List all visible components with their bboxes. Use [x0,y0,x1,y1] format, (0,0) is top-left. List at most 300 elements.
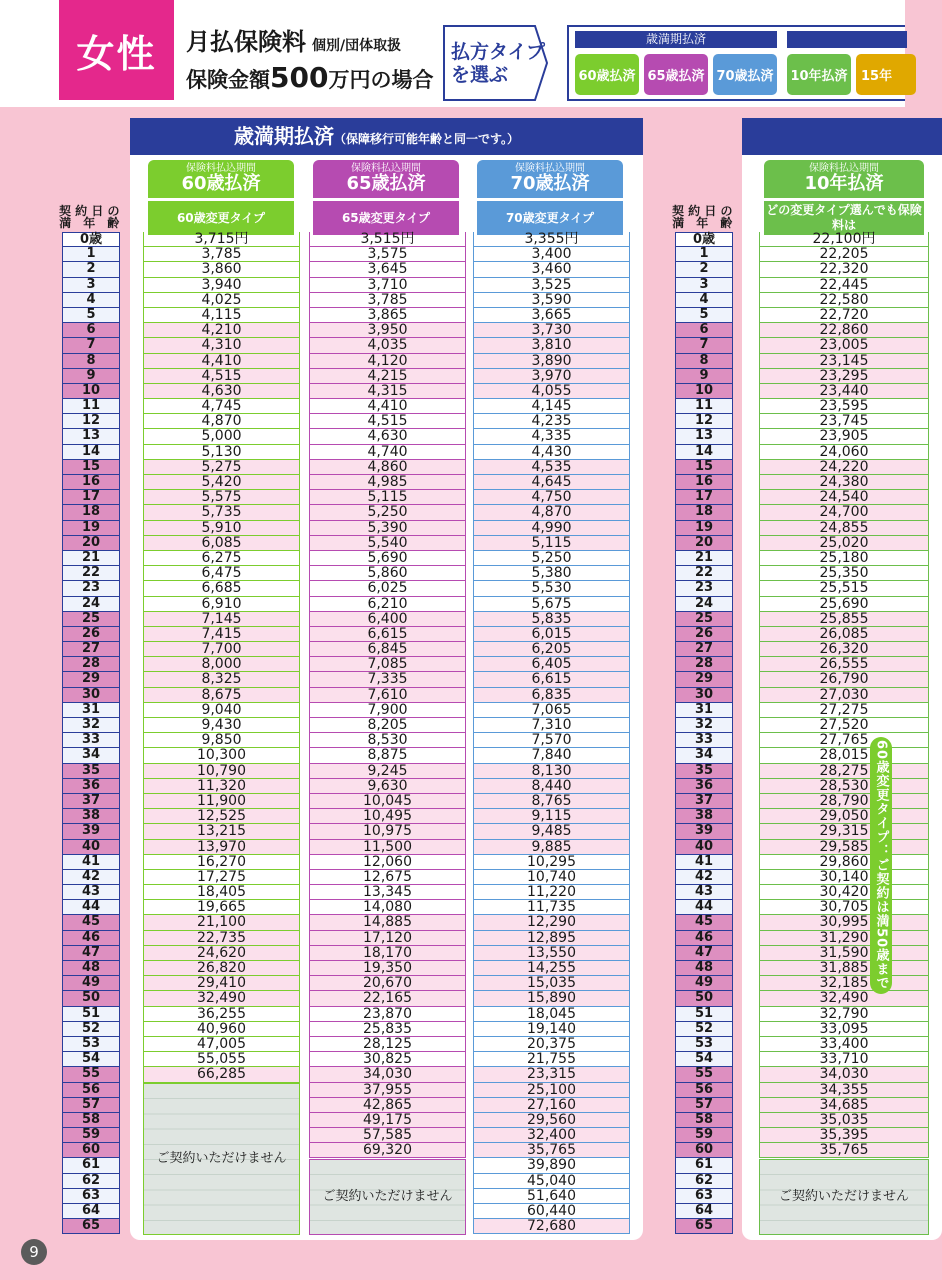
age-cell: 42 [675,870,733,885]
premium-cell: 25,180 [759,551,929,566]
premium-cell: 9,485 [473,824,630,839]
premium-cell: 8,325 [143,672,300,687]
age-cell: 14 [62,445,120,460]
premium-cell: 4,315 [309,384,466,399]
age-cell: 0歳 [675,232,733,247]
premium-cell: 4,235 [473,414,630,429]
age-header-right: 契 約 日 の 満 年 齢 [672,204,733,230]
premium-cell: 24,060 [759,445,929,460]
premium-cell: 29,585 [759,840,929,855]
period-name: 10年払済 [804,173,884,194]
premium-cell: 6,015 [473,627,630,642]
page-header [0,0,905,107]
age-cell: 16 [62,475,120,490]
premium-cell: 22,320 [759,262,929,277]
age-cell: 23 [62,581,120,596]
premium-cell: 3,400 [473,247,630,262]
age-cell: 58 [62,1113,120,1128]
premium-cell: 8,875 [309,748,466,763]
premium-cell: 9,630 [309,779,466,794]
age-cell: 36 [675,779,733,794]
age-cell: 62 [62,1174,120,1189]
premium-cell: 23,905 [759,429,929,444]
premium-cell: 22,205 [759,247,929,262]
premium-cell: 23,005 [759,338,929,353]
age-cell: 51 [675,1007,733,1022]
age-cell: 29 [62,672,120,687]
age-cell: 48 [675,961,733,976]
premium-cell: 15,890 [473,991,630,1006]
age-cell: 23 [675,581,733,596]
premium-cell: 22,165 [309,991,466,1006]
premium-cell: 31,885 [759,961,929,976]
age-cell: 28 [675,657,733,672]
premium-cell: 3,590 [473,293,630,308]
premium-cell: 30,995 [759,915,929,930]
premium-cell: 7,085 [309,657,466,672]
premium-cell: 5,540 [309,536,466,551]
premium-cell: 10,790 [143,764,300,779]
premium-cell: 7,700 [143,642,300,657]
premium-cell: 35,395 [759,1128,929,1143]
premium-cell: 33,710 [759,1052,929,1067]
age-cell: 20 [675,536,733,551]
premium-cell: 29,410 [143,976,300,991]
premium-cell: 28,015 [759,748,929,763]
premium-cell: 31,590 [759,946,929,961]
select-60-button[interactable]: 60歳払済 [575,54,639,95]
premium-cell: 24,620 [143,946,300,961]
premium-cell: 10,495 [309,809,466,824]
premium-cell: 12,895 [473,931,630,946]
premium-cell: 4,145 [473,399,630,414]
premium-cell: 5,530 [473,581,630,596]
age-cell: 59 [675,1128,733,1143]
premium-cell: 26,555 [759,657,929,672]
premium-cell: 5,690 [309,551,466,566]
premium-cell: 23,145 [759,354,929,369]
age-cell: 20 [62,536,120,551]
premium-column-70 [473,232,630,1234]
age-cell: 32 [675,718,733,733]
premium-cell: 3,950 [309,323,466,338]
age-cell: 14 [675,445,733,460]
age-cell: 61 [62,1158,120,1173]
age-cell: 55 [62,1067,120,1082]
premium-cell: 7,335 [309,672,466,687]
premium-cell: 26,085 [759,627,929,642]
premium-cell: 4,745 [143,399,300,414]
premium-cell: 17,120 [309,931,466,946]
age-cell: 54 [62,1052,120,1067]
premium-cell: 13,970 [143,840,300,855]
premium-cell: 4,740 [309,445,466,460]
select-65-button[interactable]: 65歳払済 [644,54,708,95]
premium-cell: 7,415 [143,627,300,642]
age-cell: 35 [62,764,120,779]
premium-cell: 10,295 [473,855,630,870]
premium-cell: 3,785 [309,293,466,308]
age-cell: 49 [62,976,120,991]
change-type-10y: どの変更タイプ選んでも保険料は [764,201,924,235]
premium-cell: 7,900 [309,703,466,718]
premium-cell: 23,440 [759,384,929,399]
premium-cell: 16,270 [143,855,300,870]
premium-cell: 3,460 [473,262,630,277]
age-cell: 3 [62,278,120,293]
premium-cell: 19,665 [143,900,300,915]
premium-cell: 6,210 [309,597,466,612]
change-type-60: 60歳変更タイプ [148,201,294,235]
premium-cell: 5,735 [143,505,300,520]
age-cell: 6 [62,323,120,338]
card-title-right [742,118,942,155]
age-cell: 39 [62,824,120,839]
period-label-70 [477,160,623,198]
premium-cell: 4,645 [473,475,630,490]
premium-cell: 36,255 [143,1007,300,1022]
premium-cell: 29,560 [473,1113,630,1128]
premium-cell: 23,870 [309,1007,466,1022]
coverage-amount [186,61,434,94]
age-cell: 5 [62,308,120,323]
age-cell: 52 [675,1022,733,1037]
age-cell: 5 [675,308,733,323]
premium-cell: 18,170 [309,946,466,961]
change-type-65: 65歳変更タイプ [313,201,459,235]
not-available-block: ご契約いただけません [143,1083,300,1235]
age-cell: 17 [675,490,733,505]
premium-cell: 22,735 [143,931,300,946]
age-cell: 9 [675,369,733,384]
premium-column-10y [759,231,929,1205]
premium-cell: 18,405 [143,885,300,900]
premium-cell: 9,850 [143,733,300,748]
premium-cell: 9,115 [473,809,630,824]
premium-cell: 5,910 [143,521,300,536]
premium-cell: 29,050 [759,809,929,824]
age-cell: 29 [675,672,733,687]
premium-cell: 32,400 [473,1128,630,1143]
premium-cell: 3,785 [143,247,300,262]
age-cell: 44 [675,900,733,915]
premium-cell: 28,790 [759,794,929,809]
page-number: 9 [21,1239,47,1265]
premium-cell: 25,690 [759,597,929,612]
premium-cell: 60,440 [473,1204,630,1219]
age-cell: 15 [675,460,733,475]
age-cell: 26 [62,627,120,642]
age-cell: 47 [675,946,733,961]
premium-cell: 23,745 [759,414,929,429]
premium-cell: 30,140 [759,870,929,885]
premium-cell: 28,125 [309,1037,466,1052]
select-10y-button[interactable]: 10年払済 [787,54,851,95]
premium-cell: 3,730 [473,323,630,338]
age-cell: 12 [675,414,733,429]
selector-header-years [787,31,907,48]
premium-cell: 5,250 [309,505,466,520]
age-cell: 53 [675,1037,733,1052]
premium-cell: 24,540 [759,490,929,505]
premium-cell: 6,405 [473,657,630,672]
age-cell: 45 [675,915,733,930]
premium-cell: 7,145 [143,612,300,627]
premium-cell: 4,025 [143,293,300,308]
age-cell: 59 [62,1128,120,1143]
age-cell: 8 [62,354,120,369]
period-caption: 保険料払込期間 [186,163,256,174]
premium-cell: 3,860 [143,262,300,277]
age-cell: 33 [62,733,120,748]
premium-cell: 8,765 [473,794,630,809]
age-cell: 13 [675,429,733,444]
premium-cell: 26,820 [143,961,300,976]
age-cell: 48 [62,961,120,976]
premium-cell: 5,275 [143,460,300,475]
premium-cell: 7,610 [309,688,466,703]
premium-cell: 10,045 [309,794,466,809]
age-cell: 51 [62,1007,120,1022]
age-cell: 18 [675,505,733,520]
premium-cell: 4,515 [309,414,466,429]
column-header-70 [477,160,623,235]
premium-cell: 5,835 [473,612,630,627]
premium-cell: 15,035 [473,976,630,991]
age-cell: 56 [675,1083,733,1098]
premium-cell: 11,900 [143,794,300,809]
age-cell: 11 [675,399,733,414]
premium-cell: 35,765 [759,1143,929,1158]
gender-badge: 女性 [59,0,174,100]
coverage-number: 500 [270,61,329,94]
premium-cell: 10,740 [473,870,630,885]
age-cell: 60 [62,1143,120,1158]
premium-cell: 3,710 [309,278,466,293]
age-cell: 44 [62,900,120,915]
premium-cell: 11,220 [473,885,630,900]
premium-cell: 4,630 [309,429,466,444]
age-cell: 41 [675,855,733,870]
age-cell: 17 [62,490,120,505]
premium-cell: 14,080 [309,900,466,915]
premium-cell: 3,645 [309,262,466,277]
premium-cell: 22,860 [759,323,929,338]
age-cell: 4 [675,293,733,308]
age-cell: 53 [62,1037,120,1052]
change-type-70: 70歳変更タイプ [477,201,623,235]
premium-cell: 29,315 [759,824,929,839]
age-cell: 25 [675,612,733,627]
period-label-10y [764,160,924,198]
premium-cell: 4,310 [143,338,300,353]
premium-cell: 4,750 [473,490,630,505]
age-cell: 19 [62,521,120,536]
premium-cell: 32,185 [759,976,929,991]
premium-cell: 3,865 [309,308,466,323]
age-cell: 7 [62,338,120,353]
age-cell: 62 [675,1174,733,1189]
premium-cell: 26,320 [759,642,929,657]
premium-cell: 22,720 [759,308,929,323]
age-cell: 31 [675,703,733,718]
chooser-label: 払方タイプ を選ぶ [451,41,546,86]
age-cell: 24 [675,597,733,612]
premium-cell: 8,530 [309,733,466,748]
card-title [130,118,643,155]
age-cell: 15 [62,460,120,475]
premium-cell: 72,680 [473,1219,630,1234]
age-cell: 34 [62,748,120,763]
age-cell: 30 [675,688,733,703]
age-cell: 1 [675,247,733,262]
age-cell: 22 [62,566,120,581]
select-70-button[interactable]: 70歳払済 [713,54,777,95]
card-subtitle: （保障移行可能年齢と同一です。） [334,132,520,146]
premium-cell: 23,315 [473,1067,630,1082]
premium-cell: 27,765 [759,733,929,748]
age-cell: 42 [62,870,120,885]
premium-cell: 6,910 [143,597,300,612]
premium-cell: 3,715円 [143,232,300,247]
age-cell: 40 [62,840,120,855]
premium-cell: 34,030 [759,1067,929,1082]
premium-cell: 3,525 [473,278,630,293]
premium-cell: 9,245 [309,764,466,779]
premium-cell: 5,380 [473,566,630,581]
premium-cell: 25,100 [473,1083,630,1098]
age-cell: 64 [675,1204,733,1219]
age-cell: 11 [62,399,120,414]
premium-cell: 13,550 [473,946,630,961]
age-cell: 19 [675,521,733,536]
age-cell: 56 [62,1083,120,1098]
premium-cell: 3,810 [473,338,630,353]
premium-cell: 5,390 [309,521,466,536]
period-label-65 [313,160,459,198]
age-cell: 12 [62,414,120,429]
age-cell: 28 [62,657,120,672]
premium-cell: 12,290 [473,915,630,930]
age-cell: 21 [675,551,733,566]
premium-cell: 11,735 [473,900,630,915]
age-cell: 65 [62,1219,120,1234]
age-cell: 58 [675,1113,733,1128]
premium-cell: 28,275 [759,764,929,779]
premium-cell: 34,685 [759,1098,929,1113]
age-column-right [675,232,733,1234]
premium-cell: 19,350 [309,961,466,976]
premium-cell: 8,000 [143,657,300,672]
premium-cell: 11,320 [143,779,300,794]
premium-cell: 4,055 [473,384,630,399]
title-text: 月払保険料 [186,28,306,56]
age-cell: 63 [62,1189,120,1204]
premium-cell: 6,835 [473,688,630,703]
premium-cell: 24,700 [759,505,929,520]
premium-cell: 39,890 [473,1158,630,1173]
premium-cell: 13,215 [143,824,300,839]
period-caption: 保険料払込期間 [351,163,421,174]
age-cell: 63 [675,1189,733,1204]
premium-cell: 3,940 [143,278,300,293]
premium-cell: 4,115 [143,308,300,323]
premium-cell: 4,120 [309,354,466,369]
premium-cell: 21,755 [473,1052,630,1067]
premium-cell: 4,210 [143,323,300,338]
premium-cell: 25,855 [759,612,929,627]
premium-cell: 4,515 [143,369,300,384]
age-cell: 43 [62,885,120,900]
age-cell: 30 [62,688,120,703]
period-name: 70歳払済 [510,173,590,194]
age-cell: 41 [62,855,120,870]
side-note: 60歳変更タイプ：ご契約は満50歳まで [870,737,892,994]
period-caption: 保険料払込期間 [515,163,585,174]
age-cell: 61 [675,1158,733,1173]
premium-cell: 25,515 [759,581,929,596]
premium-cell: 4,535 [473,460,630,475]
premium-cell: 4,630 [143,384,300,399]
card-title-text: 歳満期払済 [234,124,334,148]
premium-cell: 22,100円 [759,232,929,247]
premium-cell: 42,865 [309,1098,466,1113]
age-header-left: 契 約 日 の 満 年 齢 [59,204,120,230]
premium-cell: 5,115 [473,536,630,551]
premium-cell: 32,490 [143,991,300,1006]
age-cell: 43 [675,885,733,900]
premium-cell: 45,040 [473,1174,630,1189]
premium-cell: 14,885 [309,915,466,930]
premium-cell: 57,585 [309,1128,466,1143]
premium-cell: 4,410 [143,354,300,369]
age-cell: 21 [62,551,120,566]
premium-cell: 49,175 [309,1113,466,1128]
premium-cell: 6,615 [473,672,630,687]
premium-cell: 6,475 [143,566,300,581]
select-15y-button[interactable]: 15年 [856,54,916,95]
premium-cell: 30,705 [759,900,929,915]
age-cell: 0歳 [62,232,120,247]
age-cell: 65 [675,1219,733,1234]
premium-cell: 6,685 [143,581,300,596]
premium-cell: 27,030 [759,688,929,703]
premium-cell: 7,840 [473,748,630,763]
premium-cell: 5,420 [143,475,300,490]
age-cell: 27 [675,642,733,657]
age-cell: 54 [675,1052,733,1067]
premium-cell: 5,575 [143,490,300,505]
age-cell: 10 [62,384,120,399]
premium-cell: 20,375 [473,1037,630,1052]
premium-cell: 6,845 [309,642,466,657]
coverage-suffix: 万円の場合 [328,68,434,92]
premium-cell: 66,285 [143,1067,300,1082]
column-header-65 [313,160,459,235]
premium-cell: 9,885 [473,840,630,855]
premium-cell: 4,860 [309,460,466,475]
age-cell: 4 [62,293,120,308]
premium-cell: 25,020 [759,536,929,551]
age-cell: 36 [62,779,120,794]
age-cell: 35 [675,764,733,779]
premium-cell: 27,520 [759,718,929,733]
premium-cell: 6,615 [309,627,466,642]
premium-cell: 12,525 [143,809,300,824]
premium-cell: 12,060 [309,855,466,870]
premium-cell: 40,960 [143,1022,300,1037]
age-cell: 37 [62,794,120,809]
